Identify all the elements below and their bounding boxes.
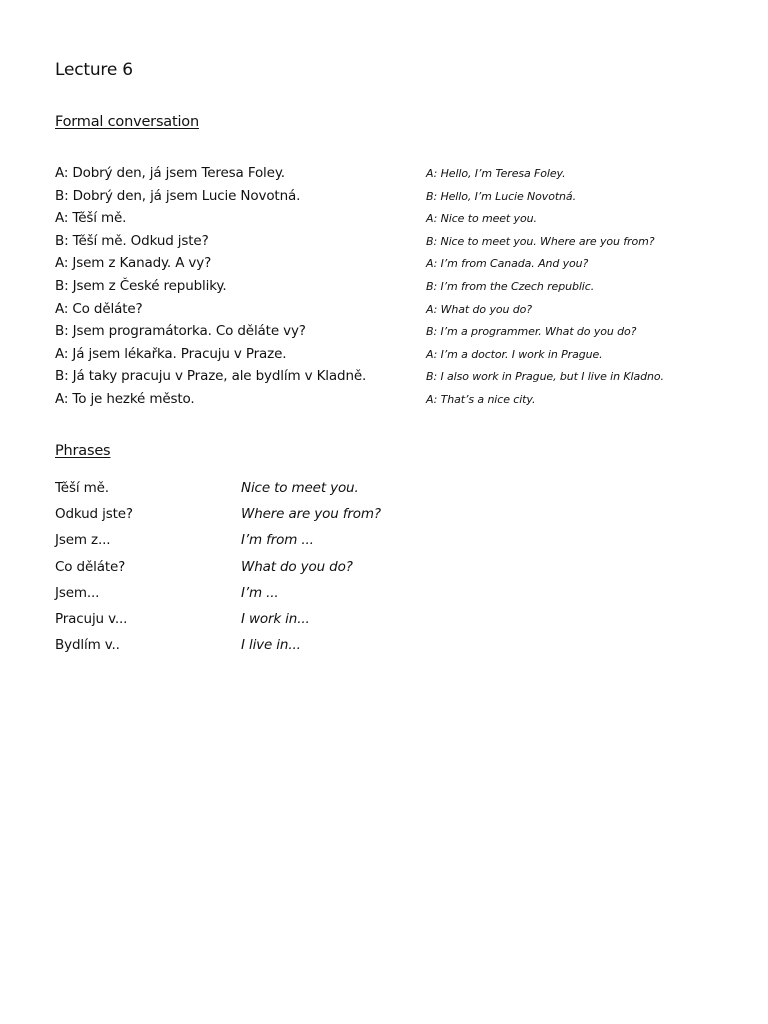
czech-line: B: Jsem z České republiky. [55, 277, 227, 294]
dialogue-line [55, 163, 735, 186]
english-phrase: What do you do? [241, 558, 353, 575]
phrase-row [55, 635, 455, 661]
english-translation: A: Nice to meet you. [426, 212, 537, 226]
dialogue-line [55, 231, 735, 254]
english-translation: B: I also work in Prague, but I live in Kladno. [426, 370, 664, 384]
english-phrase: Where are you from? [241, 506, 381, 523]
english-translation: B: Hello, I’m Lucie Novotná. [426, 189, 576, 203]
english-translation: B: Nice to meet you. Where are you from? [426, 234, 655, 248]
english-phrase: I live in... [241, 637, 301, 654]
phrase-row [55, 557, 455, 583]
english-translation: B: I’m from the Czech republic. [426, 279, 595, 293]
english-translation: A: Hello, I’m Teresa Foley. [426, 167, 566, 180]
phrase-row [55, 478, 455, 504]
phrases-heading: Phrases [55, 443, 111, 459]
czech-phrase: Co děláte? [55, 558, 126, 575]
czech-line: A: Co děláte? [55, 300, 143, 317]
czech-phrase: Odkud jste? [55, 506, 133, 523]
lecture-title: Lecture 6 [55, 60, 133, 80]
czech-line: B: Dobrý den, já jsem Lucie Novotná. [55, 187, 301, 204]
dialogue-list [55, 163, 735, 412]
dialogue-line [55, 208, 735, 231]
czech-phrase: Jsem... [55, 584, 100, 601]
english-translation: B: I’m a programmer. What do you do? [426, 325, 637, 339]
czech-line: B: Těší mě. Odkud jste? [55, 232, 209, 249]
czech-line: B: Jsem programátorka. Co děláte vy? [55, 323, 306, 340]
dialogue-line [55, 344, 735, 367]
czech-line: A: Těší mě. [55, 210, 127, 227]
phrase-row [55, 609, 455, 635]
czech-line: A: To je hezké město. [55, 390, 195, 407]
dialogue-line [55, 389, 735, 412]
dialogue-line [55, 276, 735, 299]
english-translation: A: I’m from Canada. And you? [426, 257, 589, 271]
dialogue-line [55, 321, 735, 344]
dialogue-line [55, 366, 735, 389]
phrases-list [55, 478, 455, 661]
english-translation: A: What do you do? [426, 302, 532, 316]
czech-line: A: Dobrý den, já jsem Teresa Foley. [55, 165, 285, 181]
czech-phrase: Bydlím v.. [55, 637, 120, 654]
english-translation: A: That’s a nice city. [426, 392, 536, 406]
dialogue-line [55, 299, 735, 322]
phrase-row [55, 530, 455, 556]
english-phrase: I’m ... [241, 584, 279, 601]
english-phrase: Nice to meet you. [241, 480, 359, 496]
czech-line: A: Já jsem lékařka. Pracuju v Praze. [55, 345, 287, 362]
dialogue-line [55, 186, 735, 209]
phrase-row [55, 504, 455, 530]
czech-phrase: Těší mě. [55, 480, 109, 496]
czech-phrase: Pracuju v... [55, 610, 128, 627]
english-phrase: I’m from ... [241, 532, 314, 549]
czech-line: B: Já taky pracuju v Praze, ale bydlím v Kladně. [55, 368, 367, 385]
english-phrase: I work in... [241, 610, 310, 627]
dialogue-line [55, 253, 735, 276]
phrase-row [55, 583, 455, 609]
czech-line: A: Jsem z Kanady. A vy? [55, 255, 212, 272]
czech-phrase: Jsem z... [55, 532, 111, 549]
english-translation: A: I’m a doctor. I work in Prague. [426, 347, 603, 361]
formal-conversation-heading: Formal conversation [55, 114, 199, 130]
